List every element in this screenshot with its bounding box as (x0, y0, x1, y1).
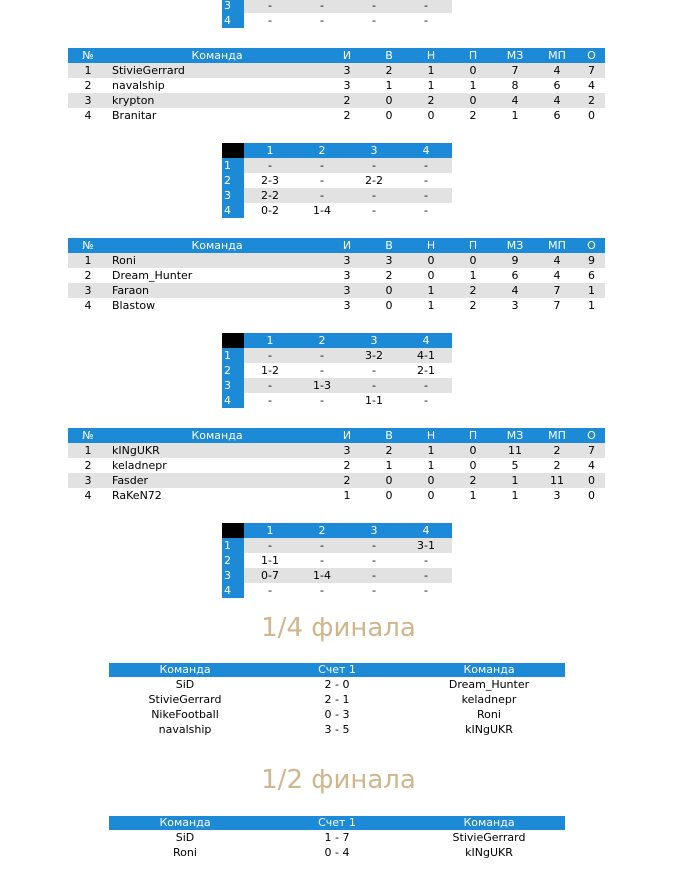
knockout-header-team2: Команда (413, 816, 565, 830)
knockout-header-team1: Команда (109, 663, 261, 677)
results-matrix (222, 333, 452, 408)
standings-cell-i: 2 (343, 459, 351, 472)
match-team2: Dream_Hunter (448, 678, 530, 691)
matrix-cell: - (348, 378, 400, 393)
matrix-cell: - (400, 568, 452, 583)
standings-cell-num: 4 (84, 109, 92, 122)
standings-header-mp: МП (536, 48, 578, 63)
standings-cell-v: 0 (385, 109, 393, 122)
matrix-col-head: 4 (400, 523, 452, 538)
matrix-cell: 2-2 (244, 188, 296, 203)
standings-cell-p: 0 (452, 63, 494, 78)
matrix-cell: - (320, 394, 324, 407)
matrix-cell: - (268, 14, 272, 27)
standings-header-v: В (368, 238, 410, 253)
matrix-cell: 3-2 (348, 348, 400, 363)
standings-cell-p: 0 (452, 93, 494, 108)
standings-cell-mp: 4 (536, 93, 578, 108)
standings-header-i: И (326, 428, 368, 443)
standings-cell-mz: 9 (494, 253, 536, 268)
standings-cell-num: 1 (68, 443, 108, 458)
matrix-row (222, 583, 452, 598)
standings-cell-n: 1 (427, 459, 435, 472)
standings-header-n: Н (410, 238, 452, 253)
standings-cell-num: 2 (84, 459, 92, 472)
matrix-cell: - (400, 158, 452, 173)
standings-table (68, 428, 605, 503)
standings-cell-p: 0 (452, 443, 494, 458)
match-team2: Roni (477, 708, 501, 721)
standings-cell-team: kINgUKR (108, 443, 326, 458)
match-row (109, 692, 565, 707)
matrix-col-head: 3 (348, 523, 400, 538)
matrix-col-head: 3 (348, 143, 400, 158)
standings-cell-n: 1 (427, 299, 435, 312)
standings-cell-num: 1 (68, 63, 108, 78)
standings-cell-o: 6 (588, 269, 595, 282)
standings-cell-i: 2 (326, 93, 368, 108)
matrix-cell: - (244, 348, 296, 363)
matrix-cell: - (424, 394, 428, 407)
match-team1: NikeFootball (151, 708, 219, 721)
standings-cell-o: 7 (578, 63, 605, 78)
matrix-header-row (222, 333, 452, 348)
matrix-header-row (222, 523, 452, 538)
standings-cell-v: 0 (368, 93, 410, 108)
matrix-row-head: 4 (222, 583, 244, 598)
matrix-cell: 1-1 (365, 394, 383, 407)
standings-header-num: № (68, 428, 108, 443)
match-team2: kINgUKR (465, 723, 513, 736)
matrix-cell: - (424, 174, 428, 187)
matrix-header-row (222, 143, 452, 158)
standings-cell-mp: 7 (536, 283, 578, 298)
matrix-cell: - (320, 364, 324, 377)
matrix-cell: - (424, 14, 428, 27)
standings-header-n: Н (410, 48, 452, 63)
knockout-header-team1: Команда (109, 816, 261, 830)
match-team2: kINgUKR (465, 846, 513, 859)
matrix-row (222, 378, 452, 393)
matrix-row-head: 3 (222, 188, 244, 203)
matrix-cell: - (372, 584, 376, 597)
standings-cell-mp: 2 (536, 443, 578, 458)
match-row (109, 677, 565, 692)
standings-header-n: Н (410, 428, 452, 443)
standings-cell-n: 1 (427, 79, 435, 92)
standings-cell-mp: 4 (536, 253, 578, 268)
matrix-cell: - (268, 584, 272, 597)
standings-cell-team: RaKeN72 (112, 489, 162, 502)
match-row (109, 722, 565, 737)
standings-cell-team: Roni (108, 253, 326, 268)
standings-cell-i: 3 (343, 299, 351, 312)
standings-cell-num: 2 (84, 79, 92, 92)
standings-cell-mz: 6 (511, 269, 519, 282)
matrix-row-head: 4 (222, 203, 244, 218)
standings-header-i: И (326, 48, 368, 63)
standings-header-mp: МП (536, 238, 578, 253)
match-team1: StivieGerrard (148, 693, 222, 706)
matrix-row (222, 568, 452, 583)
matrix-row-head: 1 (222, 348, 244, 363)
standings-cell-num: 4 (84, 299, 92, 312)
standings-header-v: В (368, 48, 410, 63)
results-matrix (222, 143, 452, 218)
standings-cell-p: 2 (452, 473, 494, 488)
standings-cell-v: 2 (368, 443, 410, 458)
standings-cell-mp: 4 (536, 63, 578, 78)
standings-cell-team: Blastow (112, 299, 156, 312)
standings-cell-v: 2 (368, 63, 410, 78)
matrix-cell: 1-2 (261, 364, 279, 377)
standings-cell-i: 1 (343, 489, 351, 502)
matrix-cell: - (372, 364, 376, 377)
standings-cell-mz: 1 (511, 489, 519, 502)
standings-cell-mz: 8 (511, 79, 519, 92)
semifinal-table (109, 816, 565, 860)
standings-cell-team: navalship (112, 79, 165, 92)
standings-header-mz: МЗ (494, 428, 536, 443)
matrix-col-head: 2 (296, 523, 348, 538)
matrix-cell: 2-3 (261, 174, 279, 187)
matrix-cell: - (296, 538, 348, 553)
standings-header-v: В (368, 428, 410, 443)
standings-row (68, 253, 605, 268)
matrix-cell: - (244, 0, 296, 13)
standings-cell-v: 1 (385, 459, 393, 472)
matrix-cell: 3-1 (400, 538, 452, 553)
standings-cell-mp: 6 (553, 79, 561, 92)
matrix-cell: - (348, 188, 400, 203)
standings-header-row (68, 238, 605, 253)
quarterfinal-title: 1/4 финала (261, 613, 416, 643)
matrix-row-head: 1 (222, 158, 244, 173)
standings-cell-i: 3 (343, 79, 351, 92)
matrix-row (222, 393, 452, 408)
matrix-corner (222, 143, 244, 158)
standings-header-o: О (578, 428, 605, 443)
matrix-cell: - (372, 204, 376, 217)
match-team2: keladnepr (461, 693, 517, 706)
standings-cell-i: 2 (343, 109, 351, 122)
standings-cell-o: 2 (578, 93, 605, 108)
matrix-row-head: 3 (222, 0, 244, 13)
matrix-cell: - (400, 188, 452, 203)
standings-cell-num: 3 (68, 93, 108, 108)
matrix-cell: - (244, 378, 296, 393)
prev-group-matrix (222, 0, 452, 28)
matrix-row-head: 3 (222, 378, 244, 393)
standings-header-team: Команда (108, 428, 326, 443)
matrix-cell: - (348, 568, 400, 583)
matrix-cell: - (400, 378, 452, 393)
standings-cell-mz: 7 (494, 63, 536, 78)
matrix-cell: - (296, 348, 348, 363)
standings-cell-v: 0 (368, 283, 410, 298)
standings-cell-num: 3 (68, 283, 108, 298)
match-team1: SiD (175, 831, 195, 844)
match-row (109, 707, 565, 722)
standings-cell-num: 3 (68, 473, 108, 488)
standings-row (68, 458, 605, 473)
standings-cell-n: 0 (410, 253, 452, 268)
knockout-header-row (109, 663, 565, 677)
matrix-cell: - (400, 0, 452, 13)
match-score: 0 - 3 (324, 708, 350, 721)
matrix-cell: - (320, 174, 324, 187)
standings-cell-team: Dream_Hunter (112, 269, 193, 282)
matrix-cell: 1-1 (261, 554, 279, 567)
matrix-row (222, 158, 452, 173)
knockout-header-team2: Команда (413, 663, 565, 677)
match-team1: Roni (173, 846, 197, 859)
standings-cell-mp: 11 (536, 473, 578, 488)
matrix-cell: - (296, 0, 348, 13)
standings-cell-mz: 1 (511, 109, 519, 122)
matrix-row-head: 2 (222, 173, 244, 188)
standings-cell-i: 2 (326, 473, 368, 488)
matrix-cell: - (424, 584, 428, 597)
match-row (109, 830, 565, 845)
standings-cell-mz: 4 (494, 283, 536, 298)
matrix-cell: - (372, 14, 376, 27)
standings-cell-mp: 4 (553, 269, 561, 282)
matrix-cell: - (244, 538, 296, 553)
standings-cell-v: 3 (368, 253, 410, 268)
standings-header-p: П (452, 428, 494, 443)
standings-row (68, 93, 605, 108)
standings-header-num: № (68, 48, 108, 63)
standings-cell-mp: 7 (553, 299, 561, 312)
standings-cell-v: 2 (385, 269, 393, 282)
standings-cell-num: 1 (68, 253, 108, 268)
standings-cell-p: 2 (469, 299, 477, 312)
matrix-cell: - (320, 554, 324, 567)
standings-cell-v: 0 (385, 489, 393, 502)
match-team2: StivieGerrard (452, 831, 526, 844)
matrix-cell: 0-2 (261, 204, 279, 217)
standings-row (68, 283, 605, 298)
standings-cell-n: 0 (427, 269, 435, 282)
matrix-col-head: 3 (348, 333, 400, 348)
matrix-row (222, 538, 452, 553)
matrix-row (222, 363, 452, 378)
standings-row (68, 108, 605, 123)
matrix-row-head: 1 (222, 538, 244, 553)
matrix-row (222, 188, 452, 203)
standings-cell-v: 0 (385, 299, 393, 312)
standings-cell-n: 1 (410, 443, 452, 458)
standings-cell-mz: 4 (494, 93, 536, 108)
matrix-cell: - (320, 584, 324, 597)
standings-cell-i: 3 (326, 63, 368, 78)
standings-cell-n: 0 (427, 489, 435, 502)
matrix-cell: - (424, 554, 428, 567)
standings-cell-n: 1 (410, 283, 452, 298)
standings-cell-v: 0 (368, 473, 410, 488)
matrix-col-head: 2 (296, 143, 348, 158)
standings-row (68, 268, 605, 283)
standings-row (68, 443, 605, 458)
standings-cell-team: Faraon (108, 283, 326, 298)
standings-cell-team: Fasder (108, 473, 326, 488)
matrix-row-head: 4 (222, 393, 244, 408)
matrix-cell: 1-4 (313, 204, 331, 217)
standings-cell-o: 4 (588, 79, 595, 92)
standings-header-num: № (68, 238, 108, 253)
matrix-cell: 4-1 (400, 348, 452, 363)
standings-table (68, 48, 605, 123)
matrix-col-head: 4 (400, 143, 452, 158)
standings-cell-i: 3 (326, 283, 368, 298)
standings-header-row (68, 428, 605, 443)
standings-cell-mz: 5 (511, 459, 519, 472)
standings-cell-p: 2 (452, 283, 494, 298)
standings-cell-o: 0 (578, 473, 605, 488)
standings-cell-team: Branitar (112, 109, 157, 122)
match-score: 2 - 1 (324, 693, 350, 706)
matrix-row-head: 2 (222, 363, 244, 378)
matrix-cell: 1-4 (296, 568, 348, 583)
standings-cell-num: 2 (84, 269, 92, 282)
standings-cell-o: 0 (588, 489, 595, 502)
matrix-cell: - (244, 158, 296, 173)
match-score: 0 - 4 (324, 846, 350, 859)
standings-cell-mp: 2 (553, 459, 561, 472)
matrix-cell: - (348, 0, 400, 13)
standings-row (68, 473, 605, 488)
standings-header-mz: МЗ (494, 238, 536, 253)
standings-header-i: И (326, 238, 368, 253)
standings-cell-mp: 3 (553, 489, 561, 502)
matrix-row (222, 553, 452, 568)
standings-cell-n: 2 (410, 93, 452, 108)
matrix-col-head: 1 (244, 523, 296, 538)
matrix-col-head: 2 (296, 333, 348, 348)
standings-cell-n: 1 (410, 63, 452, 78)
standings-cell-o: 0 (588, 109, 595, 122)
standings-table (68, 238, 605, 313)
matrix-corner (222, 523, 244, 538)
matrix-row-head: 4 (222, 13, 244, 28)
standings-row (68, 298, 605, 313)
standings-cell-o: 9 (578, 253, 605, 268)
standings-header-row (68, 48, 605, 63)
standings-header-p: П (452, 238, 494, 253)
standings-cell-p: 2 (469, 109, 477, 122)
standings-header-mp: МП (536, 428, 578, 443)
standings-cell-num: 4 (84, 489, 92, 502)
standings-cell-mz: 3 (511, 299, 519, 312)
standings-cell-o: 1 (588, 299, 595, 312)
matrix-cell: 0-7 (244, 568, 296, 583)
standings-cell-n: 0 (427, 109, 435, 122)
standings-header-mz: МЗ (494, 48, 536, 63)
match-team1: navalship (158, 723, 212, 736)
standings-cell-o: 4 (588, 459, 595, 472)
quarterfinal-table (109, 663, 565, 737)
matrix-cell: - (348, 158, 400, 173)
match-score: 1 - 7 (324, 831, 350, 844)
standings-row (68, 78, 605, 93)
matrix-corner (222, 333, 244, 348)
standings-cell-i: 3 (326, 443, 368, 458)
standings-cell-p: 1 (469, 269, 477, 282)
standings-cell-p: 1 (469, 79, 477, 92)
semifinal-title: 1/2 финала (261, 765, 416, 795)
matrix-col-head: 1 (244, 333, 296, 348)
standings-header-o: О (578, 238, 605, 253)
matrix-row-head: 2 (222, 553, 244, 568)
knockout-header-score: Счет 1 (261, 816, 413, 830)
knockout-header-row (109, 816, 565, 830)
matrix-cell: - (424, 204, 428, 217)
match-team1: SiD (175, 678, 195, 691)
matrix-cell: 2-2 (365, 174, 383, 187)
standings-cell-team: keladnepr (112, 459, 167, 472)
results-matrix (222, 523, 452, 598)
standings-row (68, 63, 605, 78)
standings-cell-mp: 6 (553, 109, 561, 122)
standings-cell-mz: 11 (494, 443, 536, 458)
matrix-cell: - (348, 538, 400, 553)
standings-cell-p: 1 (469, 489, 477, 502)
standings-cell-o: 1 (578, 283, 605, 298)
matrix-cell: - (296, 158, 348, 173)
standings-cell-o: 7 (578, 443, 605, 458)
standings-cell-n: 0 (410, 473, 452, 488)
standings-row (68, 488, 605, 503)
match-score: 2 - 0 (324, 678, 350, 691)
matrix-cell: - (372, 554, 376, 567)
matrix-col-head: 1 (244, 143, 296, 158)
matrix-row (222, 173, 452, 188)
standings-cell-mz: 1 (494, 473, 536, 488)
matrix-row-head: 3 (222, 568, 244, 583)
standings-header-p: П (452, 48, 494, 63)
match-score: 3 - 5 (324, 723, 350, 736)
standings-cell-team: StivieGerrard (108, 63, 326, 78)
matrix-cell: 1-3 (296, 378, 348, 393)
standings-header-o: О (578, 48, 605, 63)
matrix-cell: - (296, 188, 348, 203)
matrix-cell: - (268, 394, 272, 407)
standings-cell-v: 1 (385, 79, 393, 92)
standings-header-team: Команда (108, 238, 326, 253)
standings-cell-i: 3 (326, 253, 368, 268)
knockout-header-score: Счет 1 (261, 663, 413, 677)
standings-cell-i: 3 (343, 269, 351, 282)
matrix-row (222, 203, 452, 218)
matrix-cell: 2-1 (417, 364, 435, 377)
matrix-col-head: 4 (400, 333, 452, 348)
standings-cell-p: 0 (469, 459, 477, 472)
match-row (109, 845, 565, 860)
standings-header-team: Команда (108, 48, 326, 63)
matrix-cell: - (320, 14, 324, 27)
standings-cell-p: 0 (452, 253, 494, 268)
standings-cell-team: krypton (108, 93, 326, 108)
matrix-row (222, 348, 452, 363)
